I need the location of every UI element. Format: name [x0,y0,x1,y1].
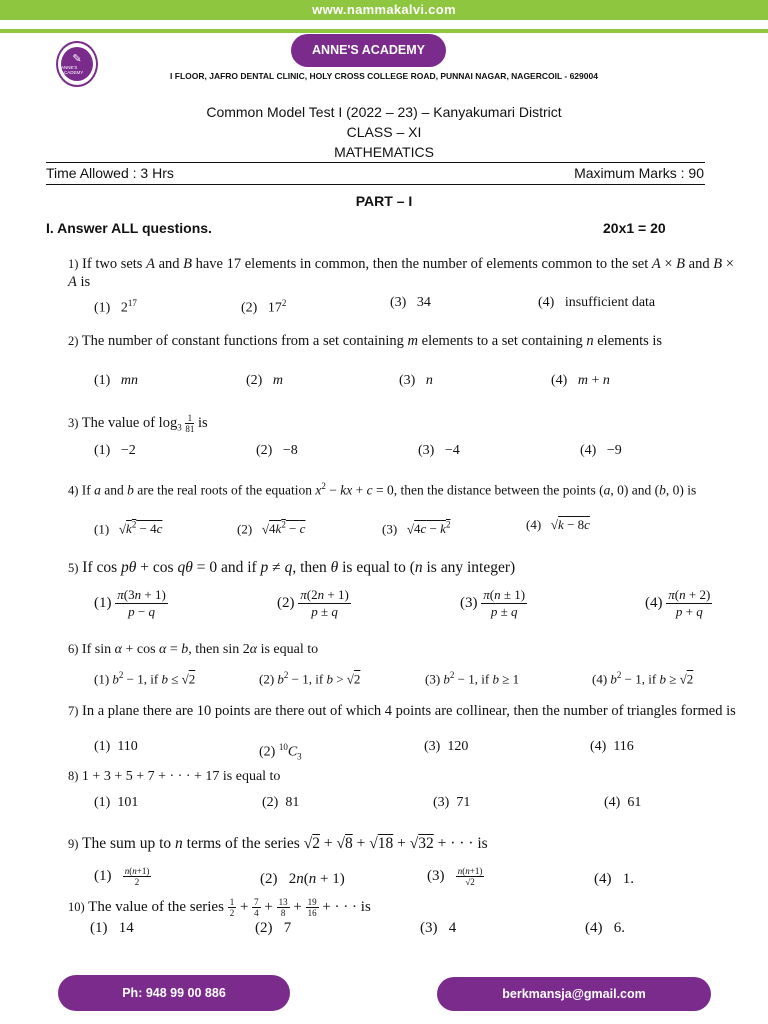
question-4: 4) If a and b are the real roots of the equation $x^2$ − kx + c = 0, then the distance between the points (a, 0) and (b, 0) is [68,481,697,498]
question-9: 9) The sum up to n terms of the series √2 + √8 + √18 + √32 + · · · is [68,835,488,852]
q7-option-4: (4) 116 [590,739,634,754]
question-10: 10) The value of the series $\frac{1}{2}$ + $\frac{7}{4}$ + $\frac{13}{8}$ + $\frac{19}{16}$ + · · · is [68,897,371,918]
header-rule-bottom [46,184,705,185]
q2-option-3: (3) n [399,373,433,388]
q3-option-4: (4) −9 [580,443,622,458]
q6-option-4: (4) $b^2 - 1$, if b ≥ √2 [592,670,694,687]
academy-logo-icon: ✎ ANNE'S ACADEMY [56,41,98,87]
q6-option-3: (3) $b^2 - 1$, if b ≥ 1 [425,670,520,687]
website-banner [0,0,768,20]
q3-option-3: (3) −4 [418,443,460,458]
academy-address: I FLOOR, JAFRO DENTAL CLINIC, HOLY CROSS COLLEGE ROAD, PUNNAI NAGAR, NAGERCOIL - 629004 [170,71,598,81]
exam-class: CLASS – XI [346,124,422,140]
q4-option-2: (2) $√4k^2 - c$ [237,520,306,537]
q3-option-2: (2) −8 [256,443,298,458]
q2-option-4: (4) m + n [551,373,610,388]
q4-option-4: (4) √k − 8c [526,517,590,532]
q9-option-4: (4) 1. [594,871,634,887]
instruction: I. Answer ALL questions. [46,220,212,236]
email-badge[interactable]: berkmansja@gmail.com [437,977,711,1011]
phone-badge: Ph: 948 99 00 886 [58,975,290,1011]
website-url[interactable]: www.nammakalvi.com [312,2,456,17]
question-3: 3) The value of $\log_3$ $\frac{1}{81}$ is [68,413,208,434]
question-6: 6) If sin α + cos α = b, then sin 2α is equal to [68,642,319,657]
time-allowed: Time Allowed : 3 Hrs [46,165,174,181]
question-1: 1) If two sets A and B have 17 elements in common, then the number of elements common to the set A × B and B × A is [68,256,734,290]
q8-option-1: (1) 101 [94,795,139,810]
exam-title: Common Model Test I (2022 – 23) – Kanyakumari District [206,104,562,120]
q7-option-1: (1) 110 [94,739,138,754]
q9-option-2: (2) 2n(n + 1) [260,871,345,887]
q1-option-3: (3) 34 [390,295,431,310]
q2-option-2: (2) m [246,373,283,388]
part-heading: PART – I [355,193,413,209]
q7-option-3: (3) 120 [424,739,469,754]
question-5: 5) If cos pθ + cos qθ = 0 and if p ≠ q, then θ is equal to (n is any integer) [68,559,516,576]
green-divider [0,29,768,33]
q9-option-1: (1) $\frac{n(n+1)}{2}$ [94,866,150,887]
q7-option-2: (2) $^{10}C_3$ [259,742,302,762]
q5-option-4: (4) $\frac{\pi(n + 2)}{p + q}$ [645,587,711,619]
q1-option-4: (4) insufficient data [538,295,656,310]
academy-name: ANNE'S ACADEMY [291,34,446,67]
q6-option-1: (1) $b^2 - 1$, if b ≤ √2 [94,670,196,687]
q5-option-1: (1) $\frac{\pi(3n + 1)}{p - q}$ [94,587,166,619]
q10-option-2: (2) 7 [255,920,292,936]
question-8: 8) 1 + 3 + 5 + 7 + · · · + 17 is equal to [68,769,281,784]
question-7: 7) In a plane there are 10 points are there out of which 4 points are collinear, then the number of triangles formed is [68,703,736,719]
q8-option-4: (4) 61 [604,795,642,810]
q10-option-4: (4) 6. [585,920,625,936]
question-2: 2) The number of constant functions from a set containing m elements to a set containing n elements is [68,333,663,349]
q4-option-1: (1) $√k^2 - 4c$ [94,520,163,537]
q10-option-3: (3) 4 [420,920,457,936]
q5-option-2: (2) $\frac{\pi(2n + 1)}{p \pm q}$ [277,587,349,619]
q4-option-3: (3) $√4c - k^2$ [382,520,451,537]
q2-option-1: (1) mn [94,373,138,388]
q8-option-2: (2) 81 [262,795,300,810]
q6-option-2: (2) $b^2 - 1$, if b > √2 [259,670,361,687]
exam-subject: MATHEMATICS [334,144,434,160]
q9-option-3: (3) $\frac{n(n+1)}{√2}$ [427,866,483,887]
q5-option-3: (3) $\frac{\pi(n \pm 1)}{p \pm q}$ [460,587,526,619]
q10-option-1: (1) 14 [90,920,134,936]
maximum-marks: Maximum Marks : 90 [574,165,704,181]
score-allocation: 20x1 = 20 [603,220,666,236]
q1-option-1: (1) $2^{17}$ [94,298,137,316]
q1-option-2: (2) $17^2$ [241,298,287,316]
q8-option-3: (3) 71 [433,795,471,810]
header-rule [46,162,705,163]
logo-text: ANNE'S ACADEMY [61,64,84,75]
q3-option-1: (1) −2 [94,443,136,458]
